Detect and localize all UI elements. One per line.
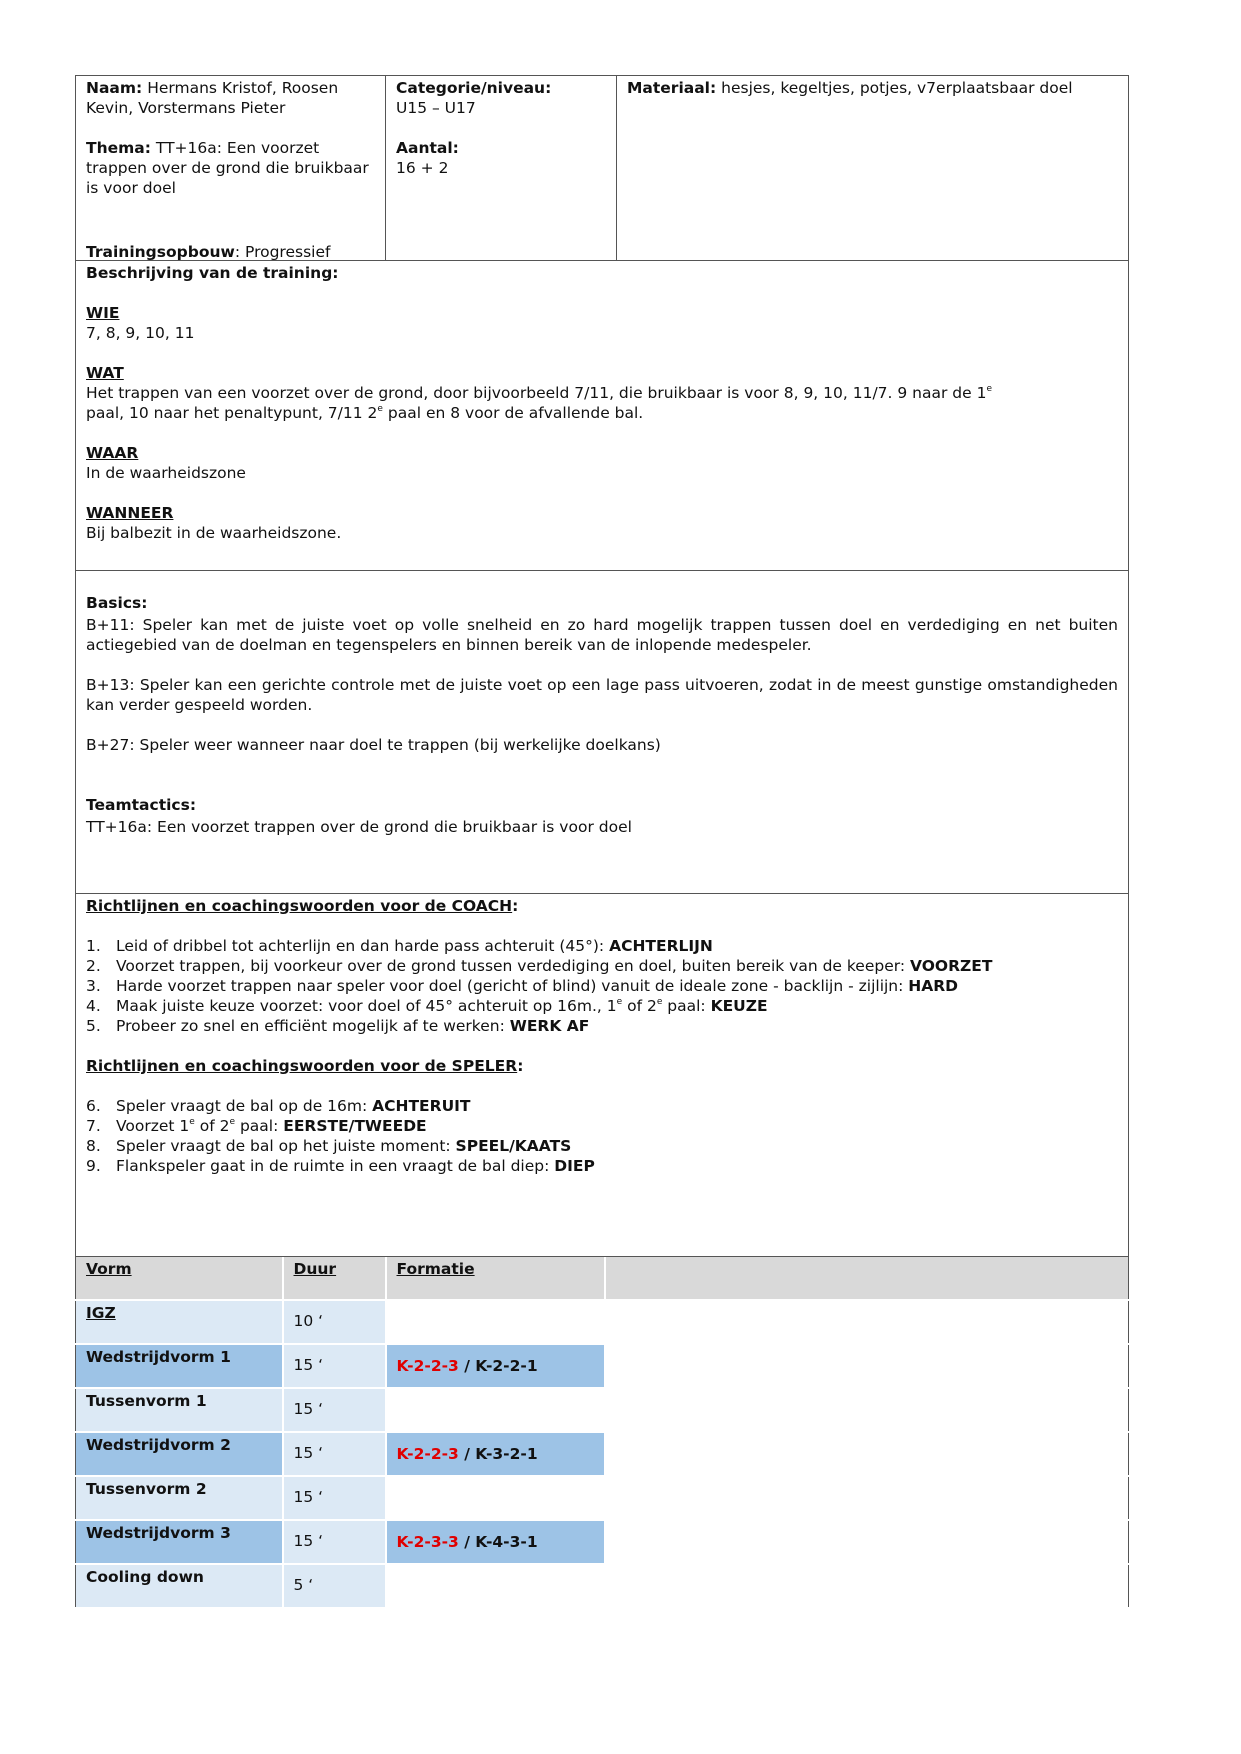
duur-cell: 15 ‘: [283, 1520, 386, 1564]
categorie-value: U15 – U17: [396, 99, 476, 117]
table-row: [76, 1300, 1129, 1344]
speler-list: [86, 1096, 1118, 1176]
basics-title: Basics:: [86, 594, 148, 612]
basics-b11: B+11: Speler kan met de juiste voet op volle snelheid en zo hard mogelijk trappen tussen doel en verdediging en net buiten actiegebied van de doelman en tegenspelers en binnen bereik van de inlopende medespeler.: [86, 616, 1118, 654]
duur-cell: 15 ‘: [283, 1388, 386, 1432]
naam-label: Naam:: [86, 79, 143, 97]
basics-section: [75, 571, 1129, 894]
aantal-value: 16 + 2: [396, 159, 449, 177]
opbouw-value: : Progressief: [234, 243, 331, 261]
duur-cell: 10 ‘: [283, 1300, 386, 1344]
schedule-table: [75, 1257, 1129, 1609]
formatie-cell: K-2-2-3 / K-2-2-1: [386, 1344, 605, 1388]
teamtactics-title: Teamtactics:: [86, 796, 197, 814]
header-block: [75, 75, 1129, 261]
naam-value: Hermans Kristof, Roosen Kevin, Vorstermans Pieter: [86, 79, 339, 117]
list-item: 9. Flankspeler gaat in de ruimte in een vraagt de bal diep: DIEP: [86, 1157, 595, 1175]
coach-title: Richtlijnen en coachingswoorden voor de COACH: [86, 897, 513, 915]
opbouw-label: Trainingsopbouw: [86, 243, 235, 261]
list-item: 4. Maak juiste keuze voorzet: voor doel of 45° achteruit op 16m., 1e of 2e paal: KEUZE: [86, 997, 768, 1015]
wie-label: WIE: [86, 304, 120, 322]
table-row: [76, 1344, 1129, 1388]
formatie-cell: [386, 1388, 605, 1432]
table-row: [76, 1388, 1129, 1432]
richtlijnen-section: Richtlijnen en coachingswoorden voor de COACH: 1. Leid of dribbel tot achterlijn en dan harde pass achteruit (45°): ACHTERLIJN 2. Voorzet trappen, bij voorkeur over de grond tussen verdediging en doel, buiten bereik van de keeper: VOORZET 3. Harde voorzet trappen naar speler voor doel (gericht of blind) vanuit de ideale zone - backlijn - zijlijn: HARD 4. Maak juiste keuze voorzet: voor doel of 45° achteruit op 16m., 1e of 2e paal: KEUZE 5. Probeer zo snel en efficiënt mogelijk af te werken: WERK AF Richtlijnen en coachingswoorden voor de SPELER: 6. Speler vraagt de bal op de 16m: ACHTERUIT 7. Voorzet 1e of 2e paal: EERSTE/TWEEDE 8. Speler vraagt de bal op het juiste moment: SPEEL/KAATS 9. Flankspeler gaat in de ruimte in een vraagt de bal diep: DIEP: [75, 894, 1129, 1257]
formatie-cell: K-2-2-3 / K-3-2-1: [386, 1432, 605, 1476]
table-row: [76, 1476, 1129, 1520]
list-item: 8. Speler vraagt de bal op het juiste moment: SPEEL/KAATS: [86, 1137, 572, 1155]
training-document: [75, 75, 1129, 1609]
table-row: [76, 1432, 1129, 1476]
list-item: 5. Probeer zo snel en efficiënt mogelijk af te werken: WERK AF: [86, 1017, 590, 1035]
waar-value: In de waarheidszone: [86, 464, 246, 482]
formatie-cell: [386, 1300, 605, 1344]
vorm-cell: Wedstrijdvorm 3: [76, 1520, 283, 1564]
vorm-cell: Wedstrijdvorm 1: [76, 1344, 283, 1388]
table-row: [76, 1564, 1129, 1608]
vorm-cell: Tussenvorm 1: [76, 1388, 283, 1432]
vorm-cell: Tussenvorm 2: [76, 1476, 283, 1520]
header-cell-naam: [76, 76, 386, 260]
coach-list: [86, 936, 1118, 1036]
vorm-cell: IGZ: [86, 1304, 116, 1322]
header-cell-categorie: [386, 76, 617, 260]
header-duur: Duur: [293, 1260, 337, 1278]
categorie-label: Categorie/niveau:: [396, 79, 552, 97]
teamtactics-value: TT+16a: Een voorzet trappen over de grond die bruikbaar is voor doel: [86, 818, 632, 836]
beschrijving-title: Beschrijving van de training:: [86, 264, 339, 282]
materiaal-label: Materiaal:: [627, 79, 717, 97]
table-header-row: [76, 1257, 1129, 1300]
formatie-cell: [386, 1564, 605, 1608]
header-formatie: Formatie: [396, 1260, 475, 1278]
formatie-cell: K-2-3-3 / K-4-3-1: [386, 1520, 605, 1564]
thema-label: Thema:: [86, 139, 151, 157]
aantal-label: Aantal:: [396, 139, 459, 157]
header-cell-materiaal: [617, 76, 1128, 260]
header-vorm: Vorm: [86, 1260, 132, 1278]
formatie-cell: [386, 1476, 605, 1520]
speler-title: Richtlijnen en coachingswoorden voor de SPELER: [86, 1057, 518, 1075]
basics-b13: B+13: Speler kan een gerichte controle met de juiste voet op een lage pass uitvoeren, zodat in de meest gunstige omstandigheden kan verder gespeeld worden.: [86, 676, 1118, 714]
wat-value: Het trappen van een voorzet over de grond, door bijvoorbeeld 7/11, die bruikbaar is voor 8, 9, 10, 11/7. 9 naar de 1e paal, 10 naar het penaltypunt, 7/11 2e paal en 8 voor de afvallende bal.: [86, 384, 993, 422]
list-item: 6. Speler vraagt de bal op de 16m: ACHTERUIT: [86, 1097, 471, 1115]
materiaal-value: hesjes, kegeltjes, potjes, v7erplaatsbaar doel: [721, 79, 1073, 97]
vorm-cell: Cooling down: [76, 1564, 283, 1608]
list-item: 7. Voorzet 1e of 2e paal: EERSTE/TWEEDE: [86, 1117, 427, 1135]
wanneer-value: Bij balbezit in de waarheidszone.: [86, 524, 342, 542]
duur-cell: 15 ‘: [283, 1344, 386, 1388]
duur-cell: 15 ‘: [283, 1476, 386, 1520]
list-item: 3. Harde voorzet trappen naar speler voor doel (gericht of blind) vanuit de ideale zone - backlijn - zijlijn: HARD: [86, 977, 959, 995]
waar-label: WAAR: [86, 444, 139, 462]
beschrijving-section: [75, 261, 1129, 571]
wie-value: 7, 8, 9, 10, 11: [86, 324, 195, 342]
list-item: 1. Leid of dribbel tot achterlijn en dan harde pass achteruit (45°): ACHTERLIJN: [86, 937, 713, 955]
duur-cell: 5 ‘: [283, 1564, 386, 1608]
wanneer-label: WANNEER: [86, 504, 174, 522]
basics-b27: B+27: Speler weer wanneer naar doel te trappen (bij werkelijke doelkans): [86, 736, 661, 754]
table-row: [76, 1520, 1129, 1564]
duur-cell: 15 ‘: [283, 1432, 386, 1476]
thema-value: TT+16a: Een voorzet trappen over de grond die bruikbaar is voor doel: [86, 139, 369, 197]
list-item: 2. Voorzet trappen, bij voorkeur over de grond tussen verdediging en doel, buiten bereik van de keeper: VOORZET: [86, 957, 993, 975]
vorm-cell: Wedstrijdvorm 2: [76, 1432, 283, 1476]
wat-label: WAT: [86, 364, 124, 382]
